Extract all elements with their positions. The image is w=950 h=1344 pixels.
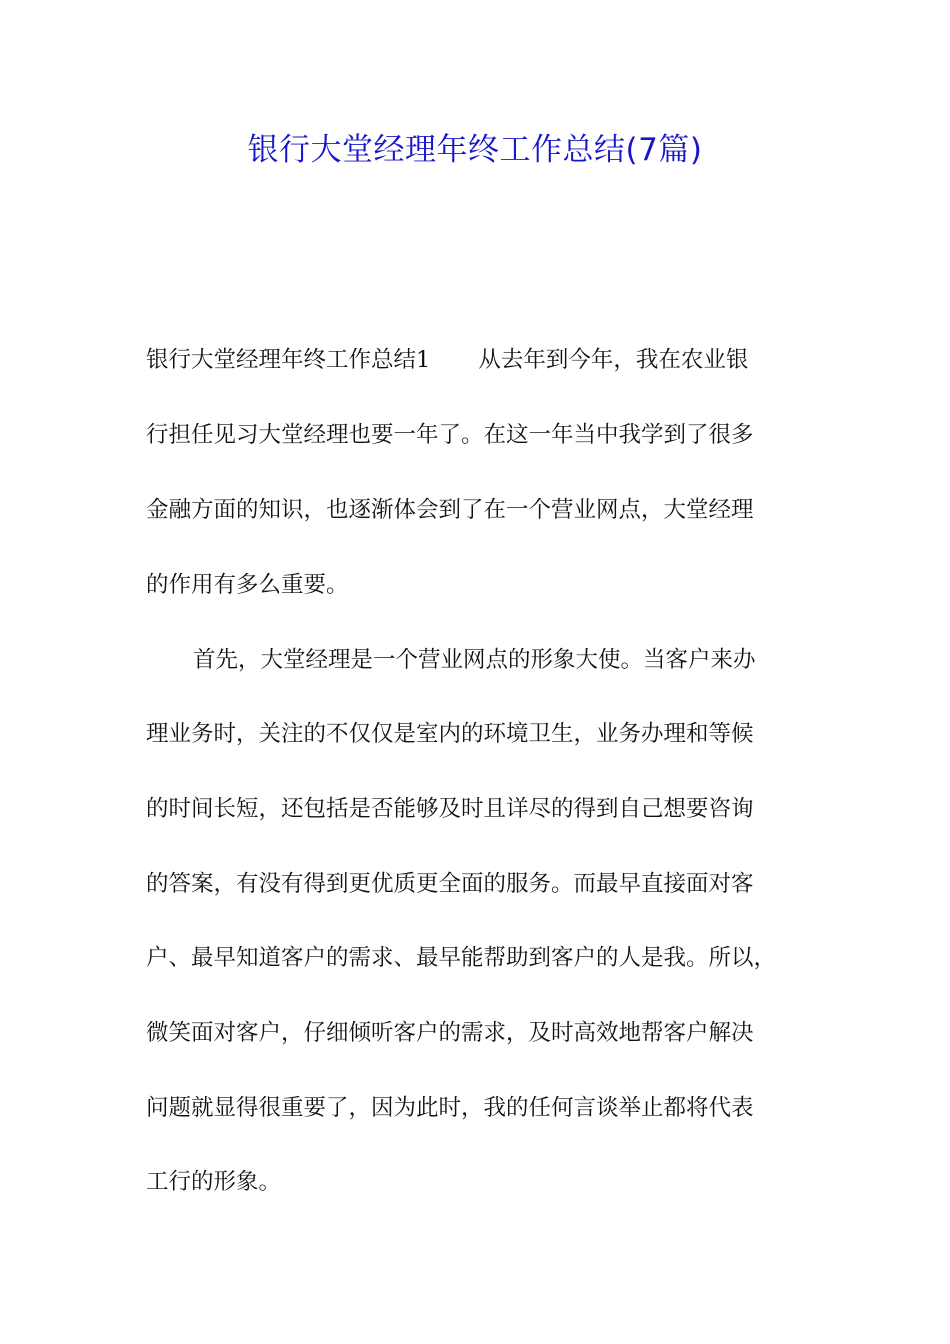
paragraph-line: 行担任见习大堂经理也要一年了。在这一年当中我学到了很多	[146, 422, 754, 448]
paragraph-text: 从去年到今年，我在农业银	[478, 347, 749, 373]
paragraph-line: 工行的形象。	[146, 1169, 282, 1195]
paragraph-line: 的答案，有没有得到更优质更全面的服务。而最早直接面对客	[146, 871, 754, 897]
paragraph-line: 的时间长短，还包括是否能够及时且详尽的得到自己想要咨询	[146, 796, 754, 822]
paragraph-line: 理业务时，关注的不仅仅是室内的环境卫生，业务办理和等候	[146, 721, 754, 747]
paragraph-line: 户、最早知道客户的需求、最早能帮助到客户的人是我。所以，	[146, 945, 777, 971]
paragraph-line: 问题就显得很重要了，因为此时，我的任何言谈举止都将代表	[146, 1095, 754, 1121]
paragraph-line	[146, 345, 748, 375]
paragraph-line: 金融方面的知识，也逐渐体会到了在一个营业网点，大堂经理	[146, 497, 754, 523]
paragraph-line: 首先，大堂经理是一个营业网点的形象大使。当客户来办	[193, 647, 756, 673]
document-title: 银行大堂经理年终工作总结(7篇)	[247, 132, 703, 168]
section-heading: 银行大堂经理年终工作总结1	[146, 347, 431, 373]
paragraph-line: 微笑面对客户，仔细倾听客户的需求，及时高效地帮客户解决	[146, 1020, 754, 1046]
paragraph-line: 的作用有多么重要。	[146, 572, 349, 598]
